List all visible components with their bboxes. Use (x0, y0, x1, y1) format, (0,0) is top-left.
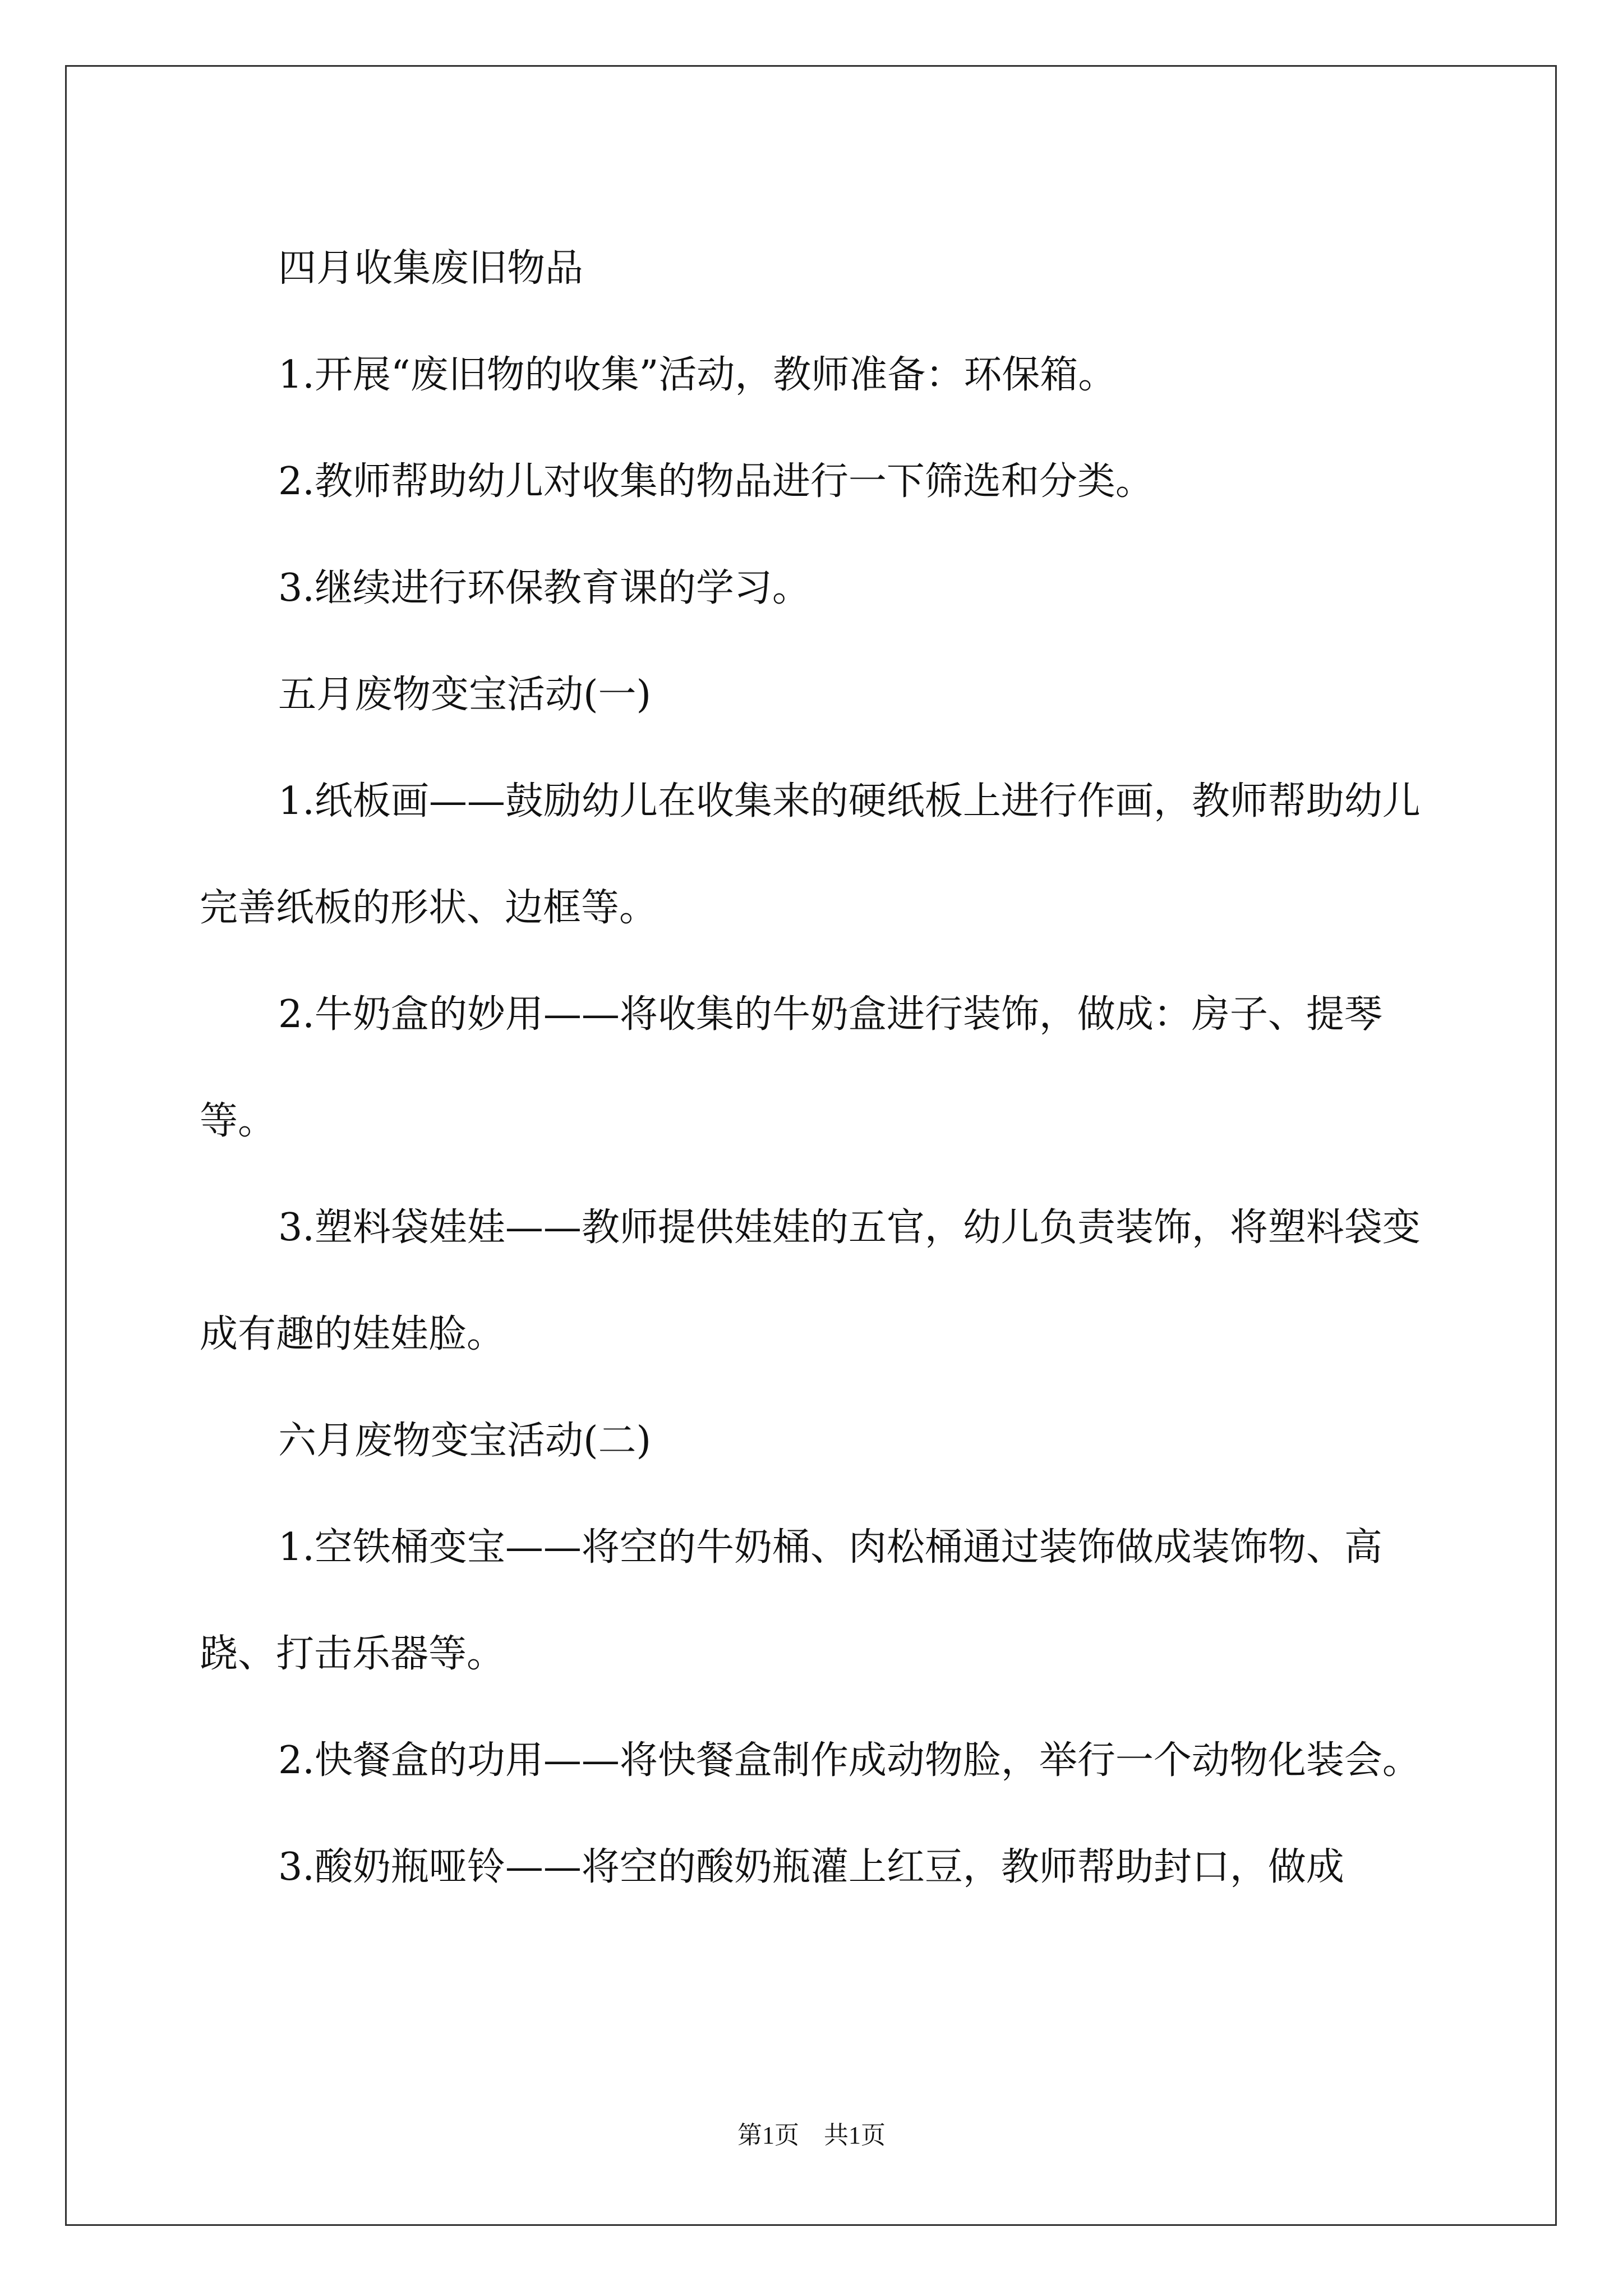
document-body (200, 215, 1431, 1921)
paragraph: 3.塑料袋娃娃——教师提供娃娃的五官，幼儿负责装饰，将塑料袋变成有趣的娃娃脸。 (200, 1205, 1421, 1356)
section-heading-june: 六月废物变宝活动(二) (278, 1419, 652, 1463)
section-heading-april: 四月收集废旧物品 (278, 246, 584, 291)
paragraph: 1.开展“废旧物的收集”活动，教师准备：环保箱。 (278, 353, 1117, 397)
paragraph: 1.空铁桶变宝——将空的牛奶桶、肉松桶通过装饰做成装饰物、高跷、打击乐器等。 (200, 1525, 1382, 1676)
section-heading-may: 五月废物变宝活动(一) (278, 673, 652, 717)
paragraph: 2.教师帮助幼儿对收集的物品进行一下筛选和分类。 (278, 459, 1154, 504)
paragraph: 3.继续进行环保教育课的学习。 (278, 566, 810, 610)
paragraph: 2.牛奶盒的妙用——将收集的牛奶盒进行装饰，做成：房子、提琴等。 (200, 992, 1382, 1143)
paragraph: 2.快餐盒的功用——将快餐盒制作成动物脸，举行一个动物化装会。 (278, 1738, 1421, 1783)
paragraph: 1.纸板画——鼓励幼儿在收集来的硬纸板上进行作画，教师帮助幼儿完善纸板的形状、边框等。 (200, 779, 1421, 930)
paragraph: 3.酸奶瓶哑铃——将空的酸奶瓶灌上红豆，教师帮助封口，做成 (278, 1845, 1344, 1889)
page-number-footer: 第1页 共1页 (737, 2122, 886, 2149)
